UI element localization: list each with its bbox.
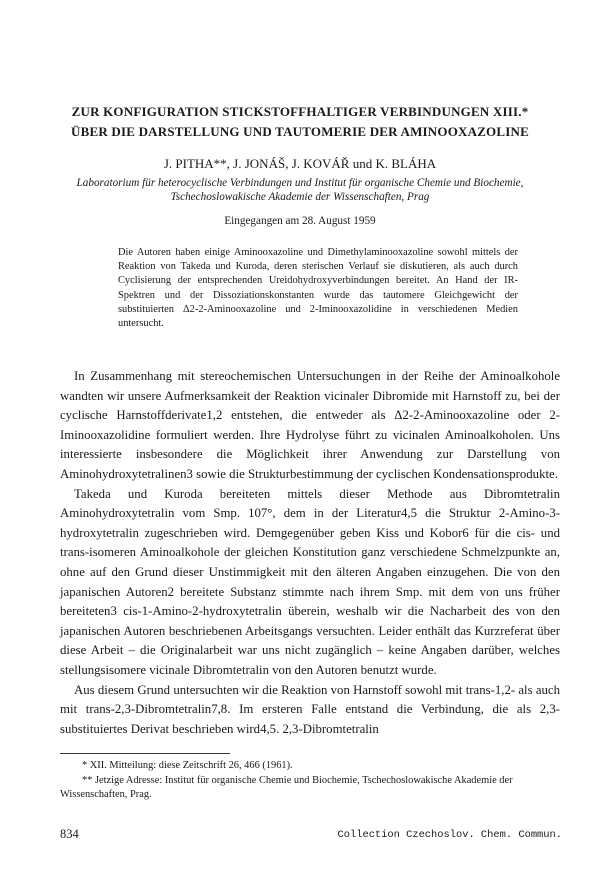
body-text xyxy=(60,367,560,739)
affiliation-line-2: Tschechoslowakische Akademie der Wissenschaften, Prag xyxy=(170,191,430,203)
body-paragraph-3: Aus diesem Grund untersuchten wir die Reaktion von Harnstoff sowohl mit trans-1,2- als auch mit trans-2,3-Dibromtetralin7,8. Im ersteren Falle entstand die Verbindung, die als 2,3-substituiertes Derivat beschrieben wird4,5. 2,3-Dibromtetralin xyxy=(60,682,560,736)
journal-name: Collection Czechoslov. Chem. Commun. xyxy=(337,829,562,841)
body-paragraph-1: In Zusammenhang mit stereochemischen Untersuchungen in der Reihe der Aminoalkohole wandten wir unsere Aufmerksamkeit der Reaktion vicinaler Dibromide mit Harnstoff zu, bei der cyclische Harnstoffderivate1,2 entstehen, die entweder als Δ2-2-Aminooxazoline oder 2-Iminooxazolidine formuliert werden. Ihre Hydrolyse führt zu vicinalen Aminoalkoholen. Uns interessierte insbesondere die Möglichkeit ihrer Anwendung zur Darstellung von Aminohydroxytetralinen3 sowie die Strukturbestimmung der cyclischen Kondensationsprodukte. xyxy=(60,369,560,481)
body-paragraph-2: Takeda und Kuroda bereiteten mittels dieser Methode aus Dibromtetralin Aminohydroxytetralin vom Smp. 107°, dem in der Literatur4,5 die Struktur 2-Amino-3-hydroxytetralin zugeschrieben wird. Demgegenüber geben Kiss und Kobor6 für die cis- und trans-isomeren Aminoalkohole der gleichen Konstitution ganz verschiedene Schmelzpunkte an, ohne auf den Grund dieser Unstimmigkeit mit den älteren Angaben einzugehen. Die von den japanischen Autoren2 bereitete Substanz stimmte nach ihrem Smp. mit dem von uns früher bereiteten3 cis-1-Amino-2-hydroxytetralin überein, weshalb wir die Nacharbeit des von den japanischen Autoren beschriebenen Arbeitsgangs versuchten. Leider enthält das Kurzreferat über diese Arbeit – die Originalarbeit war uns nicht zugänglich – keine Angaben darüber, welches stellungsisomere vicinale Dibromtetralin von den Autoren benutzt wurde. xyxy=(60,486,560,677)
footnote-2: ** Jetzige Adresse: Institut für organische Chemie und Biochemie, Tschechoslowakische Akademie der Wissenschaften, Prag. xyxy=(60,774,513,800)
author-list: J. PITHA**, J. JONÁŠ, J. KOVÁŘ und K. BLÁHA xyxy=(163,156,437,171)
page-number: 834 xyxy=(60,827,79,841)
footnote-1: * XII. Mitteilung: diese Zeitschrift 26, 466 (1961). xyxy=(82,760,293,771)
affiliation-line-1: Laboratorium für heterocyclische Verbindungen und Institut für organische Chemie und Biochemie, xyxy=(76,177,524,189)
abstract: Die Autoren haben einige Aminooxazoline und Dimethylaminooxazoline sowohl mittels der Reaktion von Takeda und Kuroda, deren sterischen Verlauf sie diskutieren, als auch durch Cyclisierung der entsprechenden Ureidohydroxyverbindungen bereitet. An Hand der IR-Spektren und der Dissoziationskonstanten wurde das tautomere Gleichgewicht der substituierten Δ2-2-Aminooxazoline und 2-Iminooxazolidine in verschiedenen Medien untersucht. xyxy=(118,247,518,330)
article-title xyxy=(30,102,570,142)
received-date: Eingegangen am 28. August 1959 xyxy=(224,215,376,227)
title-line-1: ZUR KONFIGURATION STICKSTOFFHALTIGER VERBINDUNGEN XIII.* xyxy=(71,104,529,119)
affiliation xyxy=(40,176,560,204)
footnote-divider xyxy=(60,753,230,754)
footnotes xyxy=(60,759,560,803)
title-line-2: ÜBER DIE DARSTELLUNG UND TAUTOMERIE DER AMINOOXAZOLINE xyxy=(71,124,529,139)
